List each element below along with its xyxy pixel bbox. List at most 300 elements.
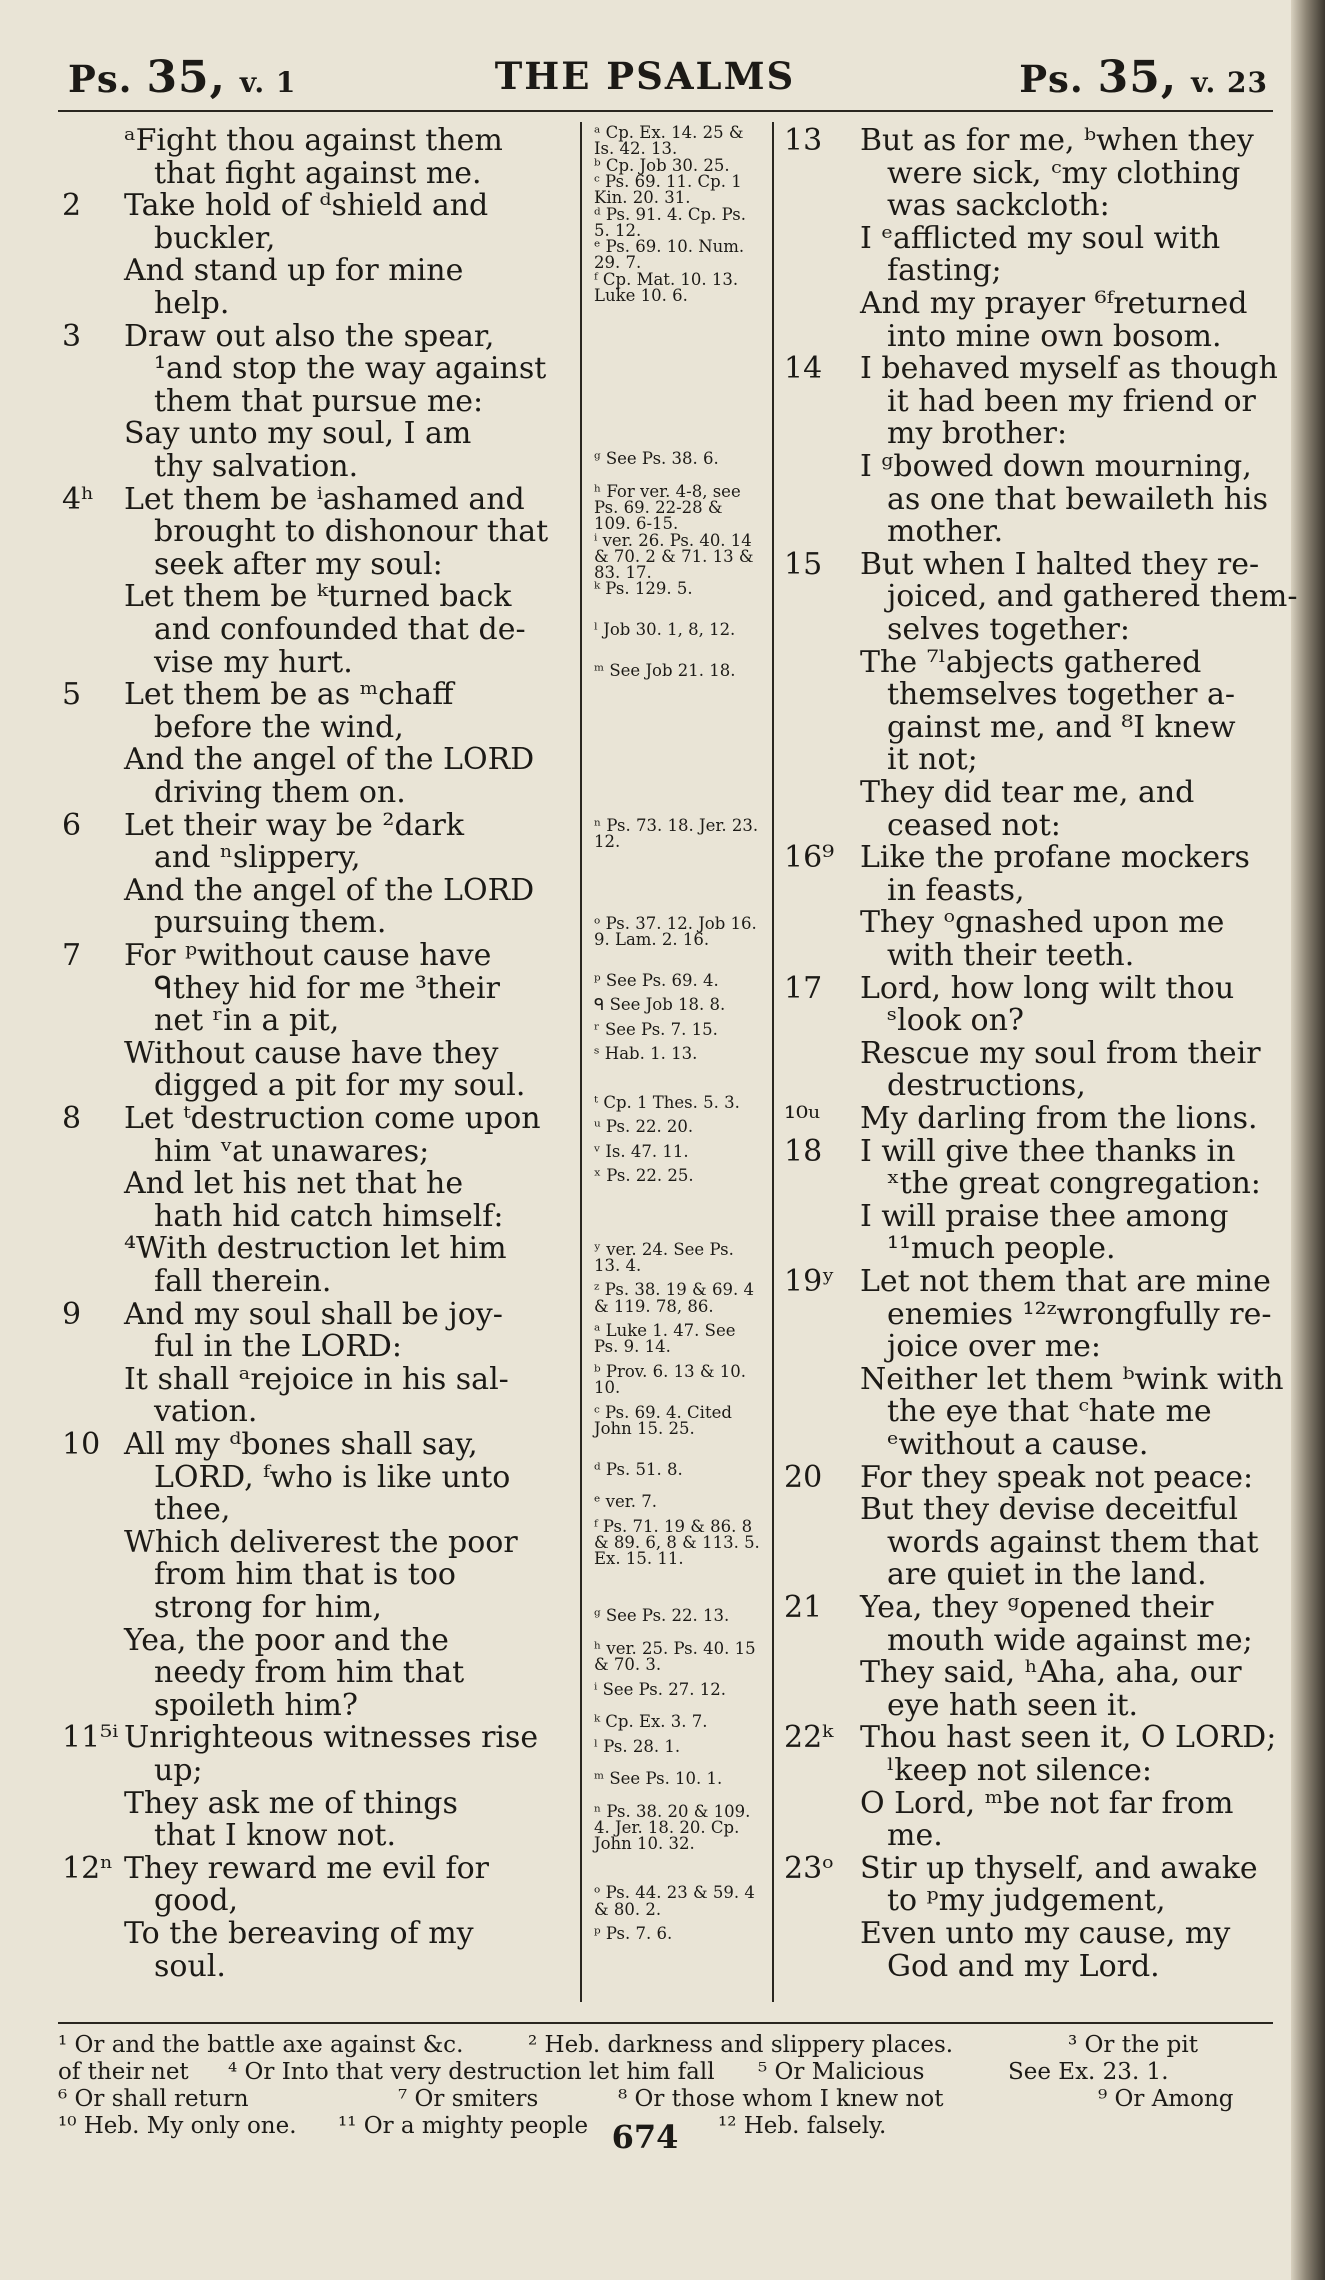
verse-line (62, 709, 404, 745)
verse-text: ˢlook on? (887, 1003, 1025, 1039)
verse-number: 20 (784, 1459, 823, 1495)
verse-text: my brother: (887, 416, 1068, 452)
verse-line (784, 1459, 1254, 1495)
cross-reference: ⁱ ver. 26. Ps. 40. 14 & 70. 2 & 71. 13 & 83. 17. (594, 530, 754, 583)
footnote: ³ Or the pit (1068, 2032, 1198, 2058)
verse-text: Let ᵗdestruction come upon (124, 1101, 541, 1136)
cross-reference: ᑫ See Job 18. 8. (594, 995, 726, 1015)
footnote: ⁵ Or Malicious (758, 2059, 925, 2085)
verse-line (784, 1785, 1234, 1821)
verse-text: And the angel of the LORD (124, 872, 535, 908)
verse-text: themselves together a- (887, 677, 1236, 713)
verse-text: And my soul shall be joy- (124, 1296, 503, 1332)
verse-line (62, 970, 500, 1006)
verse-line (784, 1266, 1271, 1299)
verse-text: vation. (154, 1394, 258, 1430)
verse-line (62, 1524, 518, 1560)
footnote: ¹¹ Or a mighty people (338, 2113, 589, 2139)
verse-text: And my prayer ⁶ᶠreturned (860, 286, 1248, 321)
verse-text: digged a pit for my soul. (154, 1068, 526, 1104)
verse-text: Lord, how long wilt thou (860, 970, 1235, 1006)
verse-line (62, 1429, 478, 1462)
cross-reference: ᶻ Ps. 38. 19 & 69. 4 & 119. 78, 86. (594, 1280, 754, 1316)
verse-line (62, 1820, 396, 1853)
verse-text: with their teeth. (887, 938, 1135, 973)
verse-line (784, 516, 1003, 549)
verse-text: Let not them that are mine (860, 1264, 1271, 1299)
verse-text: are quiet in the land. (887, 1557, 1207, 1593)
verse-number: 17 (784, 970, 823, 1006)
verse-line (784, 1296, 1272, 1332)
verse-text: them that pursue me: (154, 383, 484, 419)
verse-line (62, 842, 361, 875)
verse-line (784, 1070, 1086, 1103)
verse-line (784, 353, 1278, 386)
verse-text: seek after my soul: (154, 546, 443, 582)
verse-text: I behaved myself as though (860, 351, 1278, 387)
verse-text: enemies ¹²ᶻwrongfully re- (887, 1296, 1272, 1332)
verse-text: buckler, (154, 220, 276, 256)
verse-text: Which deliverest the poor (124, 1524, 518, 1560)
verse-text: Like the profane mockers (860, 840, 1250, 876)
verse-line (784, 807, 1061, 843)
verse-line (784, 1722, 1276, 1755)
verse-text: it had been my friend or (887, 383, 1256, 419)
verse-line (62, 907, 386, 940)
verse-text: that I know not. (154, 1818, 396, 1854)
verse-number: 21 (784, 1590, 823, 1625)
verse-text: Let them be ⁱashamed and (124, 481, 525, 517)
verse-text: It shall ᵃrejoice in his sal- (124, 1361, 509, 1397)
page-number: 674 (611, 2118, 679, 2156)
footnote-line (58, 2032, 1273, 2059)
verse-line (784, 255, 1002, 288)
footnote: ⁴ Or Into that very destruction let him fall (228, 2059, 715, 2085)
verse-line (784, 777, 1194, 810)
verse-text: They reward me evil for (124, 1850, 489, 1886)
verse-text: For they speak not peace: (860, 1459, 1254, 1495)
verse-text: pursuing them. (154, 905, 387, 941)
verse-line (784, 418, 1067, 451)
cross-reference: ˢ Hab. 1. 13. (594, 1043, 698, 1063)
header-left-book: Ps. (68, 57, 133, 101)
verse-line (784, 872, 1025, 908)
verse-text: But they devise deceitful (860, 1492, 1238, 1528)
verse-text: eye hath seen it. (887, 1687, 1139, 1723)
verse-line (62, 1070, 525, 1103)
verse-text: Draw out also the spear, (124, 318, 495, 354)
verse-text: And let his net that he (124, 1166, 464, 1202)
verse-text: Let them be ᵏturned back (124, 579, 512, 615)
verse-number: 2 (62, 188, 82, 224)
verse-line (784, 1168, 1261, 1201)
verse-line (62, 1785, 458, 1821)
verse-text: selves together: (887, 612, 1131, 647)
cross-reference: ᵖ Ps. 7. 6. (594, 1924, 673, 1944)
verse-line (784, 1622, 1253, 1658)
verse-line (62, 614, 526, 647)
verse-line (784, 614, 1130, 647)
verse-text: And the angel of the LORD (124, 742, 535, 778)
verse-text: My darling from the lions. (860, 1101, 1258, 1136)
cross-reference: ᵉ Ps. 69. 10. Num. 29. 7. (594, 237, 745, 273)
verse-line (784, 1657, 1242, 1690)
verse-text: Thou hast seen it, O LORD; (860, 1720, 1277, 1756)
verse-line (784, 1133, 1236, 1169)
verse-line (62, 546, 443, 582)
verse-line (62, 581, 511, 614)
verse-line (784, 1885, 1165, 1918)
verse-line (784, 288, 1247, 321)
cross-reference: ⁿ Ps. 73. 18. Jer. 23. 12. (594, 815, 759, 852)
cross-reference: ᵍ See Ps. 22. 13. (594, 1606, 730, 1626)
verse-text: to ᵖmy judgement, (887, 1883, 1166, 1919)
verse-text: But when I halted they re- (860, 546, 1260, 582)
header-left-verse: v. 1 (239, 66, 297, 99)
verse-text: in feasts, (887, 872, 1025, 908)
verse-line (784, 940, 1134, 973)
verse-line (62, 1396, 257, 1429)
verse-text: Yea, they ᵍopened their (860, 1590, 1214, 1625)
verse-line (784, 1005, 1024, 1038)
verse-line (784, 679, 1235, 712)
verse-text: I will praise thee among (860, 1198, 1229, 1234)
verse-number: 22ᵏ (784, 1720, 834, 1756)
verse-line (62, 1296, 503, 1332)
verse-number: 15 (784, 546, 823, 582)
verse-line (62, 1687, 358, 1723)
verse-number: 19ʸ (784, 1264, 835, 1299)
verse-line (784, 1850, 1258, 1886)
cross-reference: ʳ See Ps. 7. 15. (594, 1019, 718, 1039)
cross-reference: ⁿ Ps. 38. 20 & 109. 4. Jer. 18. 20. Cp. John 10. 32. (594, 1801, 751, 1854)
cross-reference: ᵏ Cp. Ex. 3. 7. (594, 1712, 708, 1732)
verse-text: Let their way be ²dark (124, 807, 465, 843)
verse-text: Rescue my soul from their (860, 1035, 1261, 1071)
verse-line (62, 155, 482, 191)
verse-line (784, 970, 1235, 1006)
cross-reference: ʸ ver. 24. See Ps. 13. 4. (594, 1239, 734, 1275)
verse-text: And stand up for mine (124, 253, 464, 289)
verse-text: I ᵍbowed down mourning, (860, 449, 1252, 484)
verse-line (62, 1005, 339, 1038)
verse-line (62, 744, 534, 777)
verse-text: Without cause have they (124, 1035, 499, 1071)
verse-line (784, 581, 1298, 614)
verse-line (62, 1266, 331, 1299)
cross-reference: ᶜ Ps. 69. 4. Cited John 15. 25. (594, 1402, 732, 1438)
verse-line (62, 1331, 402, 1364)
verse-line (62, 190, 488, 223)
verse-line (62, 353, 546, 386)
verse-text: LORD, ᶠwho is like unto (154, 1459, 511, 1495)
verse-line (784, 1687, 1139, 1723)
verse-line (62, 872, 535, 908)
verse-text: ᵃFight thou against them (124, 123, 503, 158)
cross-reference: ˡ Ps. 28. 1. (594, 1736, 681, 1756)
verse-line (784, 1103, 1258, 1136)
verse-line (62, 1755, 203, 1788)
verse-text: that fight against me. (154, 155, 482, 191)
footnote-line (58, 2059, 1273, 2086)
verse-line (62, 940, 491, 973)
verse-line (62, 807, 465, 843)
header-right-verse: v. 23 (1191, 66, 1268, 99)
verse-text: strong for him, (154, 1590, 382, 1625)
verse-text: were sick, ᶜmy clothing (887, 155, 1241, 191)
verse-text: They ᵒgnashed upon me (860, 905, 1225, 941)
verse-line (62, 451, 358, 484)
verse-number: 23ᵒ (784, 1850, 834, 1886)
footnote: ⁶ Or shall return (58, 2086, 249, 2112)
verse-line (62, 1361, 509, 1397)
verse-text: joiced, and gathered them- (887, 579, 1298, 615)
verse-text: Neither let them ᵇwink with (860, 1361, 1284, 1397)
cross-reference: ᵖ See Ps. 69. 4. (594, 970, 719, 990)
verse-text: was sackcloth: (887, 188, 1110, 224)
verse-line (62, 777, 406, 810)
verse-line (62, 516, 548, 549)
cross-reference: ᵐ See Job 21. 18. (594, 660, 736, 680)
verse-line (62, 318, 495, 354)
verse-line (784, 451, 1252, 484)
verse-line (62, 679, 453, 712)
verse-text: and confounded that de- (154, 612, 526, 647)
verse-number: 4ʰ (62, 481, 95, 517)
header-left-chapter: 35, (146, 52, 226, 103)
verse-number: 13 (784, 123, 823, 158)
verse-line (62, 288, 229, 321)
verse-line (784, 383, 1256, 419)
footnote: ¹ Or and the battle axe against &c. (58, 2032, 464, 2058)
verse-line (784, 1918, 1230, 1951)
footnote: ² Heb. darkness and slippery places. (528, 2032, 954, 2058)
verse-line (62, 1103, 541, 1136)
verse-text: Stir up thyself, and awake (860, 1850, 1258, 1886)
page-edge-shadow (1291, 0, 1325, 2280)
footnote: See Ex. 23. 1. (1008, 2059, 1169, 2085)
cross-reference: ᵍ See Ps. 38. 6. (594, 449, 719, 468)
verse-number: 3 (62, 318, 82, 354)
verse-line (62, 1850, 489, 1886)
verse-line (62, 1198, 504, 1234)
verse-text: I ᵉafflicted my soul with (860, 220, 1221, 256)
verse-number: 14 (784, 351, 823, 387)
verse-text: All my ᵈbones shall say, (124, 1427, 478, 1462)
verse-line (784, 220, 1221, 256)
cross-reference: ᵘ Ps. 22. 20. (594, 1117, 694, 1137)
verse-text: The ⁷ˡabjects gathered (860, 644, 1202, 680)
header-right-book: Ps. (1019, 57, 1084, 101)
cross-reference: ᵗ Cp. 1 Thes. 5. 3. (594, 1092, 740, 1112)
verse-line (784, 744, 978, 777)
header-rule (58, 110, 1273, 112)
verse-number: 8 (62, 1101, 82, 1136)
verse-line (784, 1035, 1261, 1071)
verse-text: joice over me: (887, 1329, 1101, 1365)
verse-text: ¹¹much people. (887, 1231, 1116, 1267)
verse-line (784, 1361, 1284, 1397)
footnote: ¹⁰ Heb. My only one. (58, 2113, 297, 2139)
verse-line (62, 644, 353, 680)
verse-line (62, 1035, 499, 1071)
verse-text: into mine own bosom. (887, 318, 1222, 354)
verse-text: gainst me, and ⁸I knew (887, 709, 1236, 745)
verse-text: They said, ʰAha, aha, our (860, 1655, 1242, 1691)
verse-text: brought to dishonour that (154, 514, 549, 550)
verse-line (62, 1622, 449, 1658)
verse-text: ᑫthey hid for me ³their (154, 970, 500, 1006)
verse-line (784, 709, 1236, 745)
cross-reference: ⁱ See Ps. 27. 12. (594, 1679, 726, 1699)
header-right-chapter: 35, (1097, 52, 1178, 103)
verse-line (784, 190, 1110, 223)
verse-text: words against them that (887, 1524, 1259, 1560)
cross-reference: ᵇ Prov. 6. 13 & 10. 10. (594, 1361, 747, 1398)
verse-text: To the bereaving of my (124, 1916, 474, 1951)
verse-text: mouth wide against me; (887, 1622, 1253, 1658)
footnote-rule (58, 2022, 1273, 2024)
verse-number: 12ⁿ (62, 1850, 114, 1886)
header-right-reference (1019, 52, 1268, 103)
verse-text: him ᵛat unawares; (154, 1133, 430, 1169)
verse-text: They ask me of things (124, 1785, 458, 1821)
verse-line (62, 1948, 226, 1984)
verse-line (62, 1657, 464, 1690)
verse-text: fall therein. (154, 1264, 332, 1299)
verse-line (62, 1592, 382, 1625)
verse-text: Unrighteous witnesses rise (124, 1720, 539, 1756)
cross-reference: ᵛ Is. 47. 11. (594, 1141, 689, 1161)
footnote-line (58, 2086, 1273, 2113)
verse-number: 5 (62, 677, 82, 713)
verse-text: and ⁿslippery, (154, 840, 361, 876)
page-title: THE PSALMS (494, 54, 796, 98)
verse-number: 9 (62, 1296, 82, 1332)
verse-text: good, (154, 1883, 239, 1919)
verse-text: vise my hurt. (154, 644, 353, 680)
verse-text: soul. (154, 1948, 226, 1984)
verse-text: Say unto my soul, I am (124, 416, 472, 452)
verse-line (784, 318, 1222, 354)
verse-line (784, 1524, 1259, 1560)
verse-line (62, 383, 484, 419)
verse-text: before the wind, (154, 709, 404, 745)
verse-number: 10 (62, 1427, 101, 1462)
verse-line (784, 1592, 1213, 1625)
verse-line (784, 1948, 1160, 1984)
verse-line (784, 1559, 1207, 1592)
verse-line (784, 842, 1250, 875)
cross-reference: ᶜ Ps. 69. 11. Cp. 1 Kin. 20. 31. (594, 171, 742, 208)
verse-text: spoileth him? (154, 1687, 358, 1723)
verse-text: ˡkeep not silence: (887, 1753, 1153, 1788)
verse-line (784, 1233, 1116, 1266)
cross-reference: ᵏ Ps. 129. 5. (594, 579, 693, 599)
verse-text: me. (887, 1818, 943, 1854)
footnote: ⁸ Or those whom I knew not (618, 2086, 944, 2112)
cross-reference: ᵇ Cp. Job 30. 25. (594, 155, 730, 175)
verse-number: 6 (62, 807, 82, 843)
cross-reference: ᵈ Ps. 51. 8. (594, 1459, 683, 1479)
verse-line (62, 1722, 538, 1755)
verse-line (62, 125, 503, 158)
cross-reference: ᵉ ver. 7. (594, 1492, 658, 1512)
running-head (0, 52, 1290, 112)
verse-text: ⁴With destruction let him (124, 1231, 507, 1267)
verse-text: Let them be as ᵐchaff (124, 677, 454, 713)
verse-line (784, 1198, 1229, 1234)
footnote: ⁷ Or smiters (398, 2086, 539, 2112)
verse-text: fasting; (887, 253, 1002, 289)
verse-text: God and my Lord. (887, 1948, 1160, 1984)
verse-text: Take hold of ᵈshield and (124, 188, 489, 224)
footnote: ⁹ Or Among (1098, 2086, 1234, 2112)
cross-reference: ᶠ Cp. Mat. 10. 13. Luke 10. 6. (594, 269, 739, 305)
verse-text: destructions, (887, 1068, 1086, 1104)
verse-text: the eye that ᶜhate me (887, 1394, 1212, 1430)
cross-reference: ᵒ Ps. 44. 23 & 59. 4 & 80. 2. (594, 1883, 755, 1919)
verse-text: thee, (154, 1492, 231, 1528)
verse-line (784, 1755, 1152, 1788)
verse-text: ¹and stop the way against (154, 351, 547, 387)
verse-line (784, 1331, 1101, 1364)
verse-line (62, 255, 463, 288)
verse-line (62, 220, 276, 256)
cross-reference: ʰ For ver. 4-8, see Ps. 69. 22-28 & 109. 6-15. (594, 481, 741, 534)
cross-reference: ʰ ver. 25. Ps. 40. 15 & 70. 3. (594, 1638, 756, 1675)
verse-number: 16⁹ (784, 840, 835, 876)
cross-reference: ᵃ Cp. Ex. 14. 25 & Is. 42. 13. (594, 123, 744, 159)
verse-number: 7 (62, 938, 82, 973)
verse-text: mother. (887, 514, 1004, 550)
verse-line (784, 125, 1254, 158)
cross-reference: ᵃ Luke 1. 47. See Ps. 9. 14. (594, 1321, 736, 1357)
verse-text: as one that bewaileth his (887, 481, 1269, 517)
verse-text: thy salvation. (154, 449, 359, 484)
verse-line (784, 1820, 943, 1853)
verse-line (784, 546, 1260, 582)
cross-reference: ᵈ Ps. 91. 4. Cp. Ps. 5. 12. (594, 204, 746, 240)
verse-number: 11⁵ⁱ (62, 1720, 119, 1756)
verse-text: needy from him that (154, 1655, 465, 1691)
column-divider-right (772, 122, 774, 2002)
cross-reference: ᶠ Ps. 71. 19 & 86. 8 & 89. 6, 8 & 113. 5. Ex. 15. 11. (594, 1516, 760, 1569)
verse-line (784, 155, 1241, 191)
verse-text: it not; (887, 742, 978, 778)
verse-line (784, 481, 1269, 517)
verse-text: ceased not: (887, 807, 1061, 843)
verse-number: 18 (784, 1133, 823, 1169)
verse-line (62, 1168, 463, 1201)
verse-line (62, 1494, 230, 1527)
cross-reference: ˣ Ps. 22. 25. (594, 1166, 694, 1186)
verse-line (784, 1429, 1148, 1462)
footnote: ¹² Heb. falsely. (718, 2113, 887, 2139)
verse-number: ¹⁰ᵘ (784, 1101, 821, 1136)
verse-text: ᵉwithout a cause. (887, 1427, 1149, 1462)
verse-line (62, 1559, 456, 1592)
verse-text: But as for me, ᵇwhen they (860, 123, 1254, 158)
verse-line (62, 1918, 474, 1951)
verse-text: ful in the LORD: (154, 1329, 402, 1365)
verse-line (784, 644, 1202, 680)
column-divider-left (580, 122, 582, 2002)
verse-line (784, 1396, 1212, 1429)
cross-reference: ᵒ Ps. 37. 12. Job 16. 9. Lam. 2. 16. (594, 913, 757, 949)
verse-text: Even unto my cause, my (860, 1916, 1231, 1951)
verse-line (62, 418, 471, 451)
